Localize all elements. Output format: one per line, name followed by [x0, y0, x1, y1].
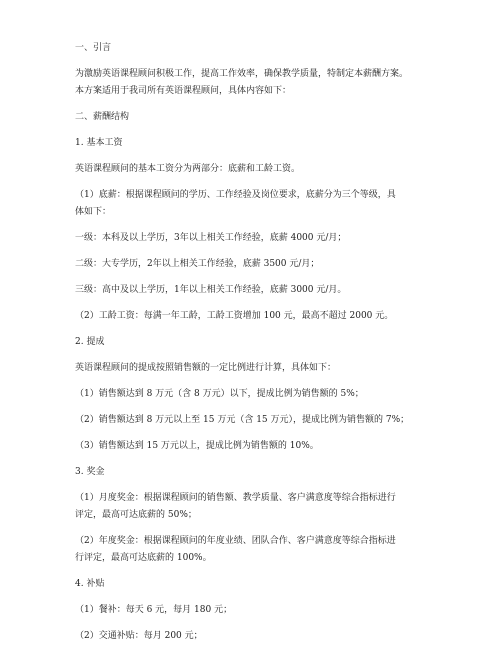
paragraph-line: 行评定，最高可达底薪的 100%。 — [75, 553, 212, 563]
section-heading-introduction: 一、引言 — [75, 43, 112, 53]
subsection-heading-commission: 2. 提成 — [75, 337, 105, 347]
subsection-heading-allowance: 4. 补贴 — [75, 579, 105, 589]
subsection-heading-base-salary: 1. 基本工资 — [75, 138, 123, 148]
paragraph-line: 英语课程顾问的提成按照销售额的一定比例进行计算，具体如下： — [75, 363, 337, 373]
paragraph-line: （1）月度奖金：根据课程顾问的销售额、教学质量、客户满意度等综合指标进行 — [75, 493, 396, 503]
list-item: 二级：大专学历，2年以上相关工作经验，底薪 3500 元/月； — [75, 259, 320, 269]
paragraph-line: 评定，最高可达底薪的 50%； — [75, 510, 197, 520]
list-item: （1）销售额达到 8 万元（含 8 万元）以下，提成比例为销售额的 5%； — [75, 389, 364, 399]
subsection-heading-bonus: 3. 奖金 — [75, 467, 105, 477]
list-item: 一级：本科及以上学历，3年以上相关工作经验，底薪 4000 元/月； — [75, 233, 347, 243]
list-item: （2）销售额达到 8 万元以上至 15 万元（含 15 万元），提成比例为销售额的 7%； — [75, 415, 410, 425]
list-item: 三级：高中及以上学历，1年以上相关工作经验，底薪 3000 元/月。 — [75, 285, 347, 295]
paragraph-line: （2）工龄工资：每满一年工龄，工龄工资增加 100 元，最高不超过 2000 元。 — [75, 311, 394, 321]
list-item: （1）餐补：每天 6 元，每月 180 元； — [75, 605, 233, 615]
section-heading-salary-structure: 二、薪酬结构 — [75, 112, 130, 122]
paragraph-line: （2）年度奖金：根据课程顾问的年度业绩、团队合作、客户满意度等综合指标进 — [75, 536, 396, 546]
list-item: （2）交通补贴：每月 200 元； — [75, 631, 203, 641]
paragraph-line: 体如下： — [75, 207, 112, 217]
paragraph-line: 本方案适用于我司所有英语课程顾问，具体内容如下： — [75, 86, 292, 96]
list-item: （3）销售额达到 15 万元以上，提成比例为销售额的 10%。 — [75, 441, 319, 451]
paragraph-line: 英语课程顾问的基本工资分为两部分：底薪和工龄工资。 — [75, 164, 301, 174]
paragraph-line: （1）底薪：根据课程顾问的学历、工作经验及岗位要求，底薪分为三个等级，具 — [75, 190, 396, 200]
paragraph-line: 为激励英语课程顾问积极工作，提高工作效率，确保教学质量，特制定本薪酬方案。 — [75, 69, 409, 79]
